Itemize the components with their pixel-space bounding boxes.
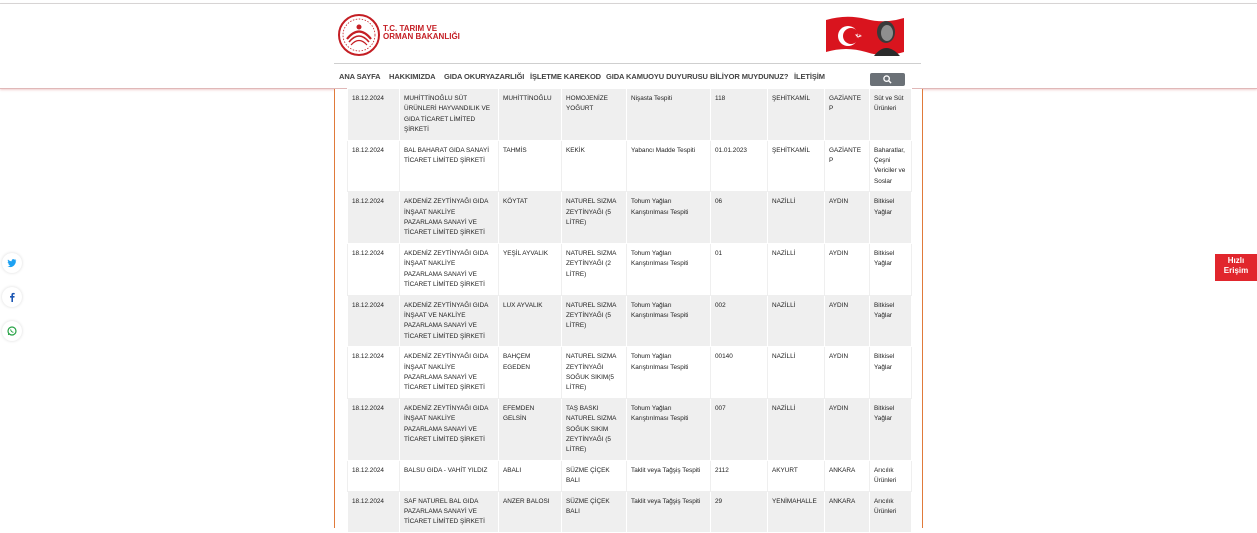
cell-date: 18.12.2024 [348,295,400,347]
nav-item-gida-okuryazarligi[interactable]: GIDA OKURYAZARLIĞI [444,72,525,81]
quick-access-line1: Hızlı [1227,256,1245,265]
cell-category: Bitkisel Yağlar [870,243,912,295]
cell-product: SÜZME ÇİÇEK BALI [562,460,627,491]
cell-district: ŞEHİTKAMİL [768,89,825,141]
cell-batch: 2112 [711,460,768,491]
cell-brand: EFEMDEN GELSİN [499,398,562,460]
table-row [348,460,912,491]
cell-district: NAZİLLİ [768,295,825,347]
table-row [348,243,912,295]
cell-product: NATUREL SIZMA ZEYTİNYAĞI (5 LİTRE) [562,295,627,347]
table-row [348,192,912,244]
cell-company: AKDENİZ ZEYTİNYAĞI GIDA İNŞAAT NAKLİYE PAZARLAMA SANAYİ VE TİCARET LİMİTED ŞİRKETİ [400,192,499,244]
ministry-title-line1: T.C. TARIM VE [383,24,438,33]
cell-category: Baharatlar, Çeşni Vericiler ve Soslar [870,140,912,192]
table-row [348,491,912,532]
cell-violation: Tohum Yağları Karıştırılması Tespiti [627,295,711,347]
cell-product: NATUREL SIZMA ZEYTİNYAĞI (2 LİTRE) [562,243,627,295]
cell-district: NAZİLLİ [768,243,825,295]
cell-company: AKDENİZ ZEYTİNYAĞI GIDA İNŞAAT NAKLİYE PAZARLAMA SANAYİ VE TİCARET LİMİTED ŞİRKETİ [400,243,499,295]
cell-district: NAZİLLİ [768,398,825,460]
cell-district: YENİMAHALLE [768,491,825,532]
share-whatsapp-button[interactable] [2,321,22,341]
cell-batch: 00140 [711,347,768,399]
nav-item-iletisim[interactable]: İLETİŞİM [794,72,825,81]
cell-date: 18.12.2024 [348,491,400,532]
cell-company: MUHİTTİNOĞLU SÜT ÜRÜNLERİ HAYVANDILIK VE GIDA TİCARET LİMİTED ŞİRKETİ [400,89,499,141]
quick-access-button[interactable] [1215,254,1257,281]
cell-category: Bitkisel Yağlar [870,192,912,244]
cell-brand: ABALI [499,460,562,491]
cell-district: AKYURT [768,460,825,491]
cell-batch: 06 [711,192,768,244]
cell-violation: Tohum Yağları Karıştırılması Tespiti [627,347,711,399]
cell-company: SAF NATUREL BAL GIDA PAZARLAMA SANAYİ VE TİCARET LİMİTED ŞİRKETİ [400,491,499,532]
cell-product: NATUREL SIZMA ZEYTİNYAĞI SOĞUK SIKIM(5 LİTRE) [562,347,627,399]
cell-category: Arıcılık Ürünleri [870,460,912,491]
cell-company: AKDENİZ ZEYTİNYAĞI GIDA İNŞAAT NAKLİYE PAZARLAMA SANAYİ VE TİCARET LİMİTED ŞİRKETİ [400,398,499,460]
cell-date: 18.12.2024 [348,192,400,244]
table-row [348,295,912,347]
cell-province: AYDIN [825,398,870,460]
cell-date: 18.12.2024 [348,460,400,491]
table-row [348,89,912,141]
cell-category: Bitkisel Yağlar [870,347,912,399]
cell-company: AKDENİZ ZEYTİNYAĞI GIDA İNŞAAT NAKLİYE PAZARLAMA SANAYİ VE TİCARET LİMİTED ŞİRKETİ [400,347,499,399]
cell-date: 18.12.2024 [348,347,400,399]
cell-district: ŞEHİTKAMİL [768,140,825,192]
cell-district: NAZİLLİ [768,347,825,399]
cell-product: NATUREL SIZMA ZEYTİNYAĞI (5 LİTRE) [562,192,627,244]
cell-province: ANKARA [825,491,870,532]
cell-date: 18.12.2024 [348,89,400,141]
cell-batch: 29 [711,491,768,532]
table-row [348,347,912,399]
table-row [348,398,912,460]
nav-item-isletme-karekod[interactable]: İŞLETME KAREKOD [530,72,602,81]
search-icon [883,75,892,84]
table-row [348,140,912,192]
nav-item-biliyor-muydunuz[interactable]: BİLİYOR MUYDUNUZ? [710,72,789,81]
ministry-title-line2: ORMAN BAKANLIĞI [383,32,460,41]
cell-category: Bitkisel Yağlar [870,398,912,460]
nav-item-gida-kamuoyu-duyurusu[interactable]: GIDA KAMUOYU DUYURUSU [606,72,708,81]
cell-company: AKDENİZ ZEYTİNYAĞI GIDA İNŞAAT VE NAKLİYE PAZARLAMA SANAYİ VE TİCARET LİMİTED ŞİRKETİ [400,295,499,347]
cell-batch: 002 [711,295,768,347]
cell-brand: MUHİTTİNOĞLU [499,89,562,141]
search-button[interactable] [870,73,905,86]
cell-brand: YEŞİL AYVALIK [499,243,562,295]
cell-date: 18.12.2024 [348,243,400,295]
cell-product: TAŞ BASKI NATUREL SIZMA SOĞUK SIKIM ZEYTİNYAĞI (5 LİTRE) [562,398,627,460]
cell-violation: Taklit veya Tağşiş Tespiti [627,460,711,491]
cell-province: AYDIN [825,347,870,399]
cell-province: GAZİANTEP [825,140,870,192]
cell-province: AYDIN [825,243,870,295]
cell-province: AYDIN [825,295,870,347]
cell-brand: ANZER BALOSI [499,491,562,532]
cell-batch: 01.01.2023 [711,140,768,192]
main-navigation [334,63,921,90]
cell-brand: LUX AYVALIK [499,295,562,347]
cell-violation: Taklit veya Tağşiş Tespiti [627,491,711,532]
nav-item-hakkimizda[interactable]: HAKKIMIZDA [389,72,436,81]
cell-violation: Tohum Yağları Karıştırılması Tespiti [627,192,711,244]
cell-province: GAZİANTEP [825,89,870,141]
cell-violation: Tohum Yağları Karıştırılması Tespiti [627,398,711,460]
cell-brand: BAHÇEM EGEDEN [499,347,562,399]
share-facebook-button[interactable] [2,287,22,307]
site-header [0,4,1257,89]
cell-district: NAZİLLİ [768,192,825,244]
cell-company: BAL BAHARAT GIDA SANAYİ TİCARET LİMİTED ŞİRKETİ [400,140,499,192]
cell-date: 18.12.2024 [348,398,400,460]
facebook-icon [7,292,17,302]
cell-brand: KÖYTAT [499,192,562,244]
cell-product: SÜZME ÇİÇEK BALI [562,491,627,532]
table-body [348,89,912,533]
cell-product: KEKİK [562,140,627,192]
cell-violation: Yabancı Madde Tespiti [627,140,711,192]
cell-category: Süt ve Süt Ürünleri [870,89,912,141]
cell-violation: Tohum Yağları Karıştırılması Tespiti [627,243,711,295]
cell-violation: Nişasta Tespiti [627,89,711,141]
cell-batch: 01 [711,243,768,295]
food-announcement-table [347,88,912,533]
cell-category: Arıcılık Ürünleri [870,491,912,532]
cell-province: AYDIN [825,192,870,244]
cell-category: Bitkisel Yağlar [870,295,912,347]
share-twitter-button[interactable] [2,253,22,273]
turkish-flag-ataturk-icon [826,14,904,56]
nav-item-ana-sayfa[interactable]: ANA SAYFA [339,72,381,81]
twitter-icon [7,258,17,268]
ministry-title[interactable] [383,25,483,41]
whatsapp-icon [7,326,17,336]
cell-batch: 007 [711,398,768,460]
cell-batch: 118 [711,89,768,141]
cell-brand: TAHMİS [499,140,562,192]
cell-province: ANKARA [825,460,870,491]
cell-product: HOMOJENİZE YOĞURT [562,89,627,141]
cell-company: BALSU GIDA - VAHİT YILDIZ [400,460,499,491]
quick-access-line2: Erişim [1223,266,1249,275]
cell-date: 18.12.2024 [348,140,400,192]
